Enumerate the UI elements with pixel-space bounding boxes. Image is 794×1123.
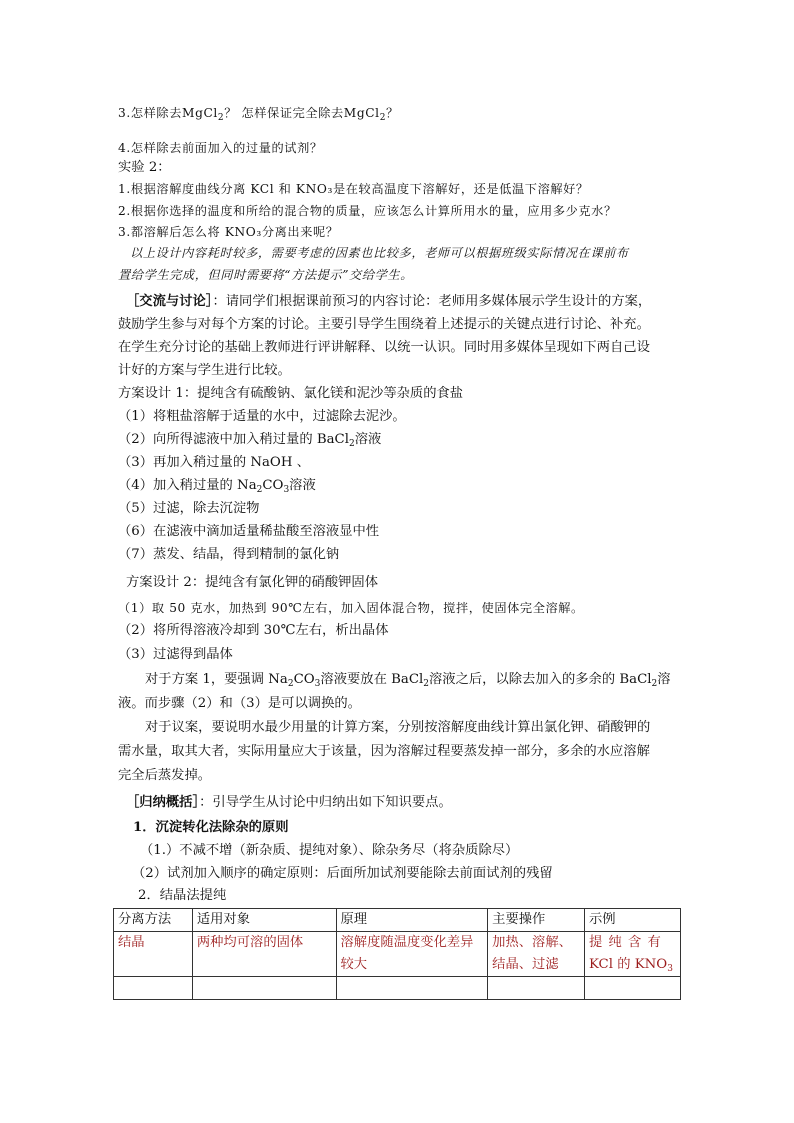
plan-1-step-4: （4）加入稍过量的 $Na_2CO_3$溶液	[118, 478, 316, 495]
plan-2-heading: 方案设计 2：提纯含有氯化钾的硝酸钾固体	[126, 575, 379, 590]
table-cell-empty	[488, 977, 585, 1000]
table-cell-empty	[584, 977, 680, 1000]
plan-2-step-1: （1）取 50 克水，加热到 90℃左右，加入固体混合物，搅拌，使固体完全溶解。	[118, 601, 584, 615]
table-empty-row	[114, 977, 681, 1000]
table-cell-empty	[114, 977, 193, 1000]
table-cell-empty	[192, 977, 336, 1000]
section-heading-1: 1．沉淀转化法除杂的原则	[133, 820, 289, 835]
experiment-2-q1: 1.根据溶解度曲线分离 KCl 和 KNO₃是在较高温度下溶解好，还是低温下溶解好？	[118, 182, 589, 196]
table-cell-example: 提 纯 含 有 KCl 的 $KNO_3$	[584, 932, 680, 977]
discussion-line-1: ［交流与讨论］：请同学们根据课前预习的内容讨论：老师用多媒体展示学生设计的方案，	[126, 294, 652, 309]
summary-heading: ［归纳概括］	[126, 795, 200, 810]
question-3: 3.怎样除去MgCl$_2$？ 怎样保证完全除去MgCl$_2$？	[118, 106, 399, 123]
table-header-cell: 示例	[584, 909, 680, 932]
experiment-2-q3: 3.都溶解后怎么将 KNO₃分离出来呢？	[118, 225, 339, 239]
table-row	[114, 932, 681, 977]
rule-2: （2）试剂加入顺序的确定原则：后面所加试剂要能除去前面试剂的残留	[132, 866, 553, 881]
comment-plan-1-line-2: 液。而步骤（2）和（3）是可以调换的。	[118, 696, 361, 711]
experiment-2-q2: 2.根据你选择的温度和所给的混合物的质量，应该怎么计算所用水的量，应用多少克水？	[118, 204, 617, 218]
plan-1-step-3: （3）再加入稍过量的 NaOH 、	[118, 455, 310, 470]
section-heading-2: 2．结晶法提纯	[138, 888, 227, 903]
table-cell-operations: 加热、溶解、结晶、过滤	[488, 932, 585, 977]
comment-plan-2-line-2: 需水量，取其大者，实际用量应大于该量，因为溶解过程要蒸发掉一部分，多余的水应溶解	[118, 744, 650, 759]
table-cell-empty	[336, 977, 488, 1000]
plan-1-step-6: （6）在滤液中滴加适量稀盐酸至溶液显中性	[118, 524, 380, 539]
table-header-cell: 适用对象	[192, 909, 336, 932]
comment-plan-1-line-1: 对于方案 1，要强调 $Na_2CO_3$溶液要放在 BaCl$_2$溶液之后，以除去加入的多余的 BaCl$_2$溶	[145, 672, 671, 689]
teacher-note-line-1: 以上设计内容耗时较多，需要考虑的因素也比较多，老师可以根据班级实际情况在课前布	[130, 246, 629, 260]
comment-plan-2-line-3: 完全后蒸发掉。	[118, 768, 212, 783]
plan-1-step-5: （5）过滤，除去沉淀物	[118, 501, 260, 516]
discussion-line-3: 在学生充分讨论的基础上教师进行评讲解释、以统一认识。同时用多媒体呈现如下两自己设	[118, 340, 650, 355]
plan-1-step-2: （2）向所得滤液中加入稍过量的 BaCl$_2$溶液	[118, 432, 382, 449]
table-header-row	[114, 909, 681, 932]
table-cell-principle: 溶解度随温度变化差异较大	[336, 932, 488, 977]
plan-1-heading: 方案设计 1：提纯含有硫酸钠、氯化镁和泥沙等杂质的食盐	[118, 386, 464, 401]
table-cell-method: 结晶	[114, 932, 193, 977]
plan-1-step-1: （1）将粗盐溶解于适量的水中，过滤除去泥沙。	[118, 409, 406, 424]
table-header-cell: 原理	[336, 909, 488, 932]
table-header-cell: 分离方法	[114, 909, 193, 932]
discussion-line-2: 鼓励学生参与对每个方案的讨论。主要引导学生围绕着上述提示的关键点进行讨论、补充。	[118, 317, 650, 332]
experiment-2-heading: 实验 2：	[118, 160, 171, 175]
comment-plan-2-line-1: 对于议案，要说明水最少用量的计算方案，分别按溶解度曲线计算出氯化钾、硝酸钾的	[145, 720, 651, 735]
table-header-cell: 主要操作	[488, 909, 585, 932]
teacher-note-line-2: 置给学生完成，但同时需要将“方法提示”交给学生。	[118, 268, 413, 282]
plan-2-step-2: （2）将所得溶液冷却到 30℃左右，析出晶体	[118, 623, 389, 638]
discussion-line-4: 计好的方案与学生进行比较。	[118, 363, 291, 378]
discussion-heading: ［交流与讨论］	[126, 294, 213, 309]
table-cell-target: 两种均可溶的固体	[192, 932, 336, 977]
rule-1: （1.）不减不增（新杂质、提纯对象）、除杂务尽（将杂质除尽）	[140, 843, 519, 858]
crystallization-table	[113, 908, 681, 1000]
plan-1-step-7: （7）蒸发、结晶，得到精制的氯化钠	[118, 547, 340, 562]
summary-line: ［归纳概括］：引导学生从讨论中归纳出如下知识要点。	[126, 795, 452, 810]
question-4: 4.怎样除去前面加入的过量的试剂？	[118, 141, 323, 155]
plan-2-step-3: （3）过滤得到晶体	[118, 647, 233, 662]
